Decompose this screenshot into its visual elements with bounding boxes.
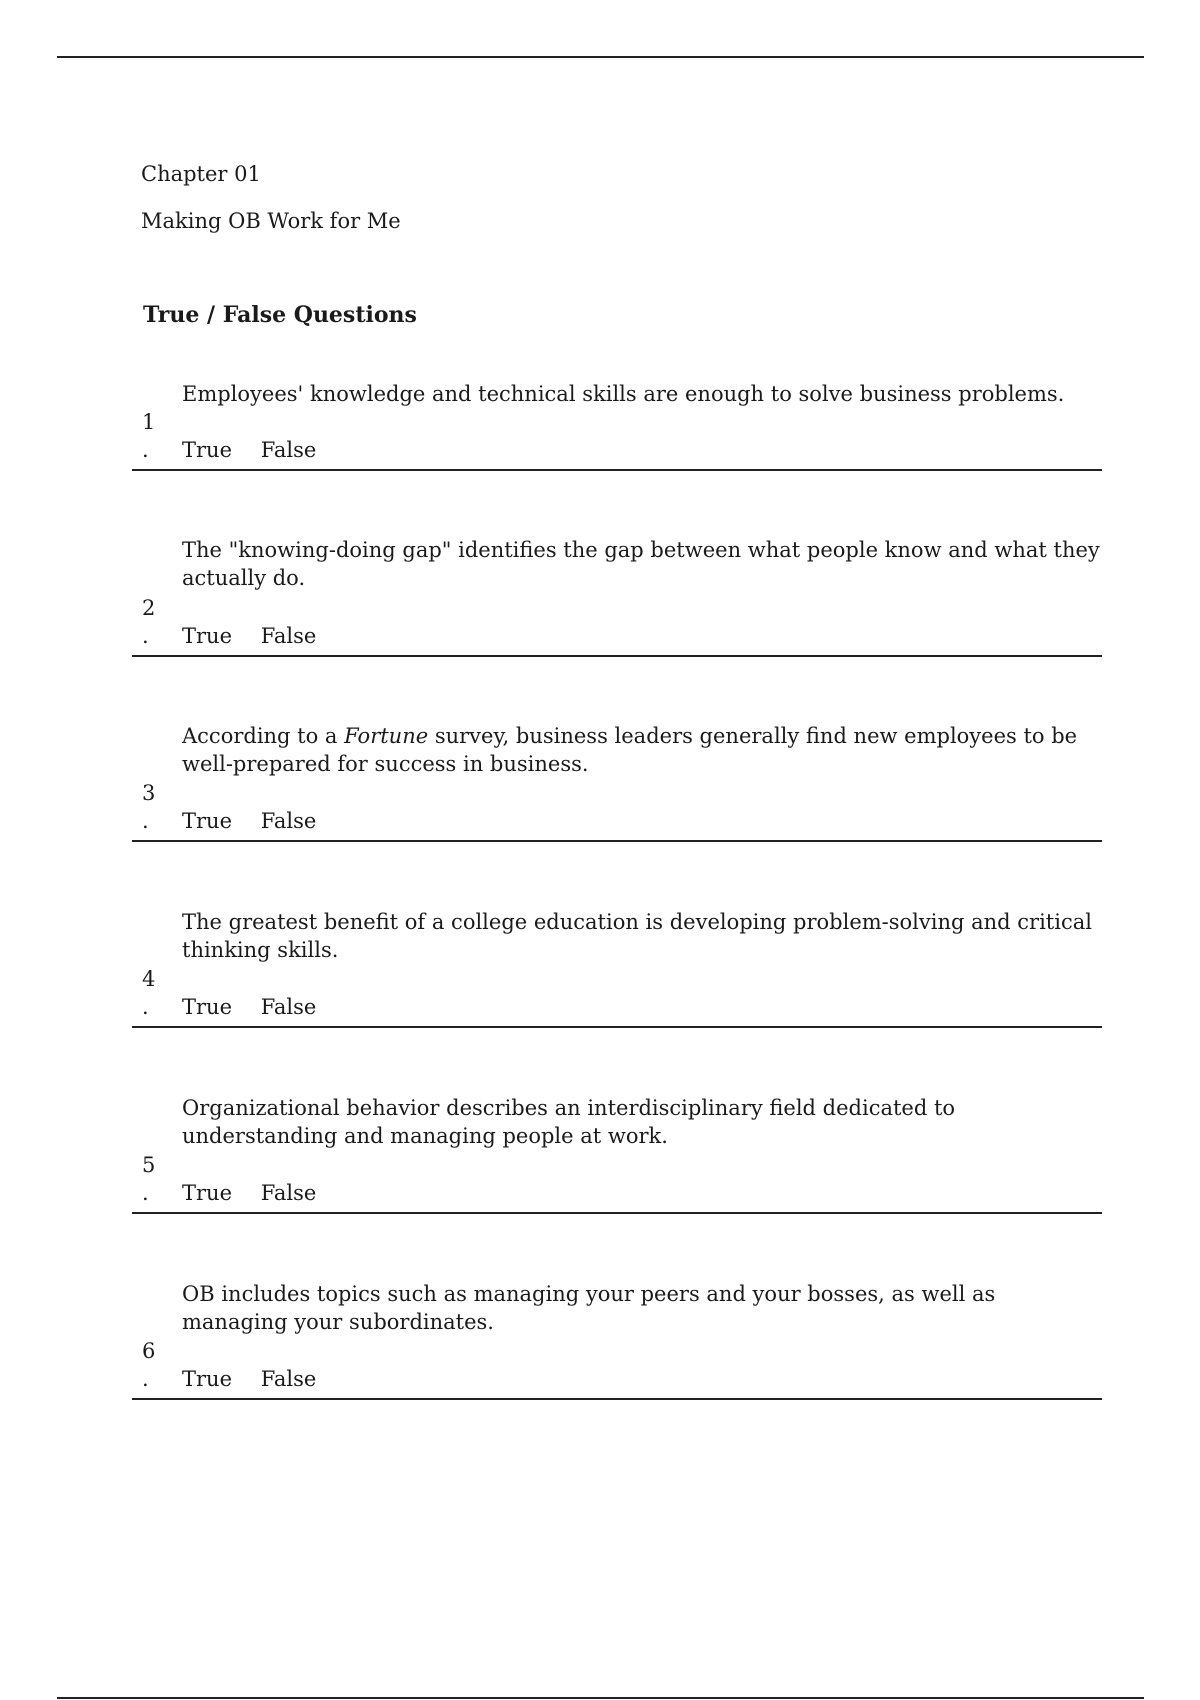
page-top-rule <box>57 56 1144 58</box>
question-text: Employees' knowledge and technical skills are enough to solve business problems. <box>182 382 1065 406</box>
question-item <box>132 380 1102 471</box>
question-item <box>132 536 1102 657</box>
question-number-dot: . <box>142 438 149 462</box>
question-text: The greatest benefit of a college education is developing problem-solving and critical thinking skills. <box>182 910 1092 962</box>
question-item <box>132 722 1102 842</box>
question-text-part: According to a <box>182 724 345 748</box>
option-true[interactable]: True <box>182 438 232 462</box>
option-false[interactable]: False <box>260 995 317 1019</box>
question-text <box>182 722 1102 778</box>
question-number: 3 <box>142 781 156 805</box>
page-bottom-rule <box>57 1697 1144 1699</box>
answer-options <box>182 993 316 1021</box>
answer-options <box>182 1365 316 1393</box>
option-false[interactable]: False <box>260 438 317 462</box>
question-text: OB includes topics such as managing your peers and your bosses, as well as managing your subordinates. <box>182 1282 996 1334</box>
question-item <box>132 1094 1102 1214</box>
question-text: Organizational behavior describes an interdisciplinary field dedicated to understanding and managing people at work. <box>182 1096 956 1148</box>
publication-name: Fortune <box>344 724 429 748</box>
question-number-dot: . <box>142 995 149 1019</box>
chapter-title: Making OB Work for Me <box>141 209 401 233</box>
option-false[interactable]: False <box>260 809 317 833</box>
option-false[interactable]: False <box>260 624 317 648</box>
option-true[interactable]: True <box>182 1367 232 1391</box>
option-true[interactable]: True <box>182 809 232 833</box>
question-number-dot: . <box>142 1367 149 1391</box>
option-false[interactable]: False <box>260 1367 317 1391</box>
question-item <box>132 1280 1102 1400</box>
question-number: 5 <box>142 1153 156 1177</box>
question-number: 4 <box>142 967 156 991</box>
option-true[interactable]: True <box>182 995 232 1019</box>
chapter-label: Chapter 01 <box>141 162 261 186</box>
question-number-dot: . <box>142 809 149 833</box>
question-number: 6 <box>142 1339 156 1363</box>
section-heading: True / False Questions <box>143 302 417 328</box>
question-text-part: survey, business leaders generally find new employees to be well-prepared for success in business. <box>182 724 1078 776</box>
question-number: 2 <box>142 596 156 620</box>
answer-options <box>182 1179 316 1207</box>
question-number: 1 <box>142 410 156 434</box>
option-true[interactable]: True <box>182 624 232 648</box>
answer-options <box>182 436 316 464</box>
option-true[interactable]: True <box>182 1181 232 1205</box>
answer-options <box>182 807 316 835</box>
question-item <box>132 908 1102 1028</box>
question-number-dot: . <box>142 1181 149 1205</box>
option-false[interactable]: False <box>260 1181 317 1205</box>
answer-options <box>182 622 316 650</box>
question-text: The "knowing-doing gap" identifies the gap between what people know and what they actually do. <box>182 538 1100 590</box>
question-number-dot: . <box>142 624 149 648</box>
